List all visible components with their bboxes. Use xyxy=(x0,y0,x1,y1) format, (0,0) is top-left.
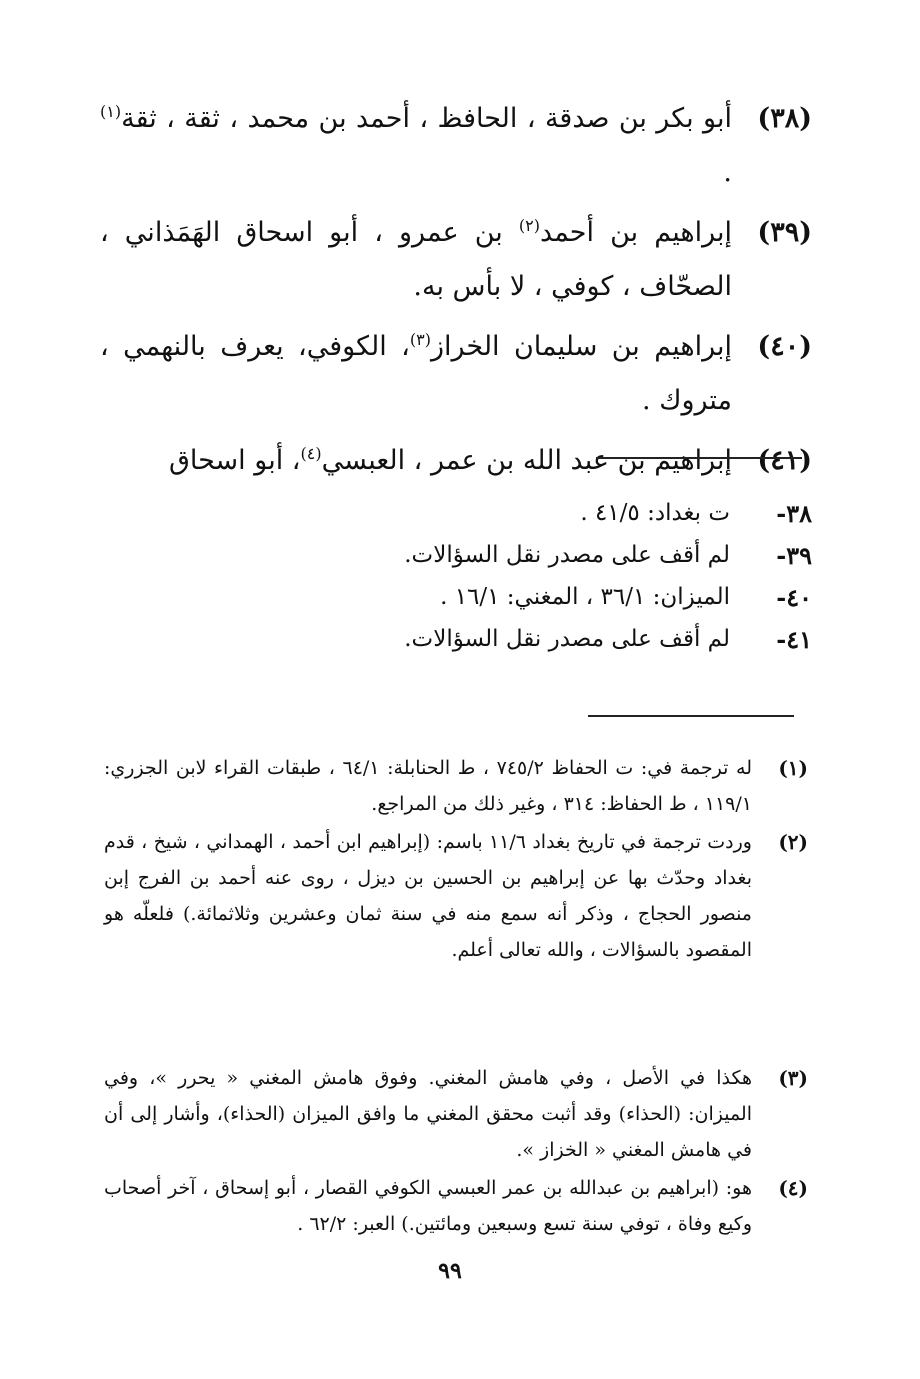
footnote-ref[interactable]: (١) xyxy=(100,102,122,121)
source-text: لم أقف على مصدر نقل السؤالات. xyxy=(404,542,730,568)
entry-39 xyxy=(100,206,812,314)
entry-number: (٣٨) xyxy=(757,103,812,134)
source-number: ٤١- xyxy=(776,624,812,654)
source-note xyxy=(300,492,812,534)
footnote-ref[interactable]: (٤) xyxy=(300,444,322,463)
footnote-1 xyxy=(104,750,808,822)
entry-text xyxy=(100,434,732,488)
footnote-3 xyxy=(104,1060,808,1168)
source-text: الميزان: ٣٦/١ ، المغني: ١٦/١ . xyxy=(440,584,730,610)
entry-text-a: إبراهيم بن أحمد xyxy=(540,217,732,248)
source-note xyxy=(300,576,812,618)
source-number: ٤٠- xyxy=(776,582,812,612)
entry-40 xyxy=(100,320,812,428)
footnote-2 xyxy=(104,824,808,968)
footnote-4 xyxy=(104,1170,808,1242)
entry-number: (٤١) xyxy=(757,445,812,476)
source-number: ٣٩- xyxy=(776,540,812,570)
footnote-number: (٤) xyxy=(778,1176,808,1200)
footnotes-group-2 xyxy=(104,1060,808,1244)
footnote-ref[interactable]: (٣) xyxy=(409,330,431,349)
entry-text-b: بن عمرو ، أبو اسحاق الهَمَذاني ، الصحّاف ، كوفي ، لا بأس به. xyxy=(100,217,732,302)
entry-text-a: إبراهيم بن سليمان الخراز xyxy=(430,331,732,362)
entries-list xyxy=(100,92,812,494)
entry-text-a: إبراهيم بن عبد الله بن عمر ، العبسي xyxy=(321,445,732,476)
entry-text xyxy=(100,92,732,200)
entry-38 xyxy=(100,92,812,200)
entry-number: (٣٩) xyxy=(757,217,812,248)
source-number: ٣٨- xyxy=(776,498,812,528)
footnotes-group-1 xyxy=(104,750,808,970)
page-number: ٩٩ xyxy=(438,1258,462,1284)
entry-text-a: أبو بكر بن صدقة ، الحافظ ، أحمد بن محمد ، ثقة ، ثقة xyxy=(121,103,732,134)
source-text: ت بغداد: ٤١/٥ . xyxy=(580,500,730,526)
entry-text-b: . xyxy=(723,157,732,188)
entry-text xyxy=(100,206,732,314)
footnote-text: له ترجمة في: ت الحفاظ ٧٤٥/٢ ، ط الحنابلة: ٦٤/١ ، طبقات القراء لابن الجزري: ١١٩/١ ، ط الحفاظ: ٣١٤ ، وغير ذلك من المراجع. xyxy=(104,757,753,815)
footnote-text: وردت ترجمة في تاريخ بغداد ١١/٦ باسم: (إبراهيم ابن أحمد ، الهمداني ، شيخ ، قدم بغداد وحدّث بها عن إبراهيم بن الحسين بن ديزل ، روى عنه أحمد بن الفرج إبن منصور الحجاج ، وذكر أنه سمع منه في سنة ثمان وعشرين وثلاثمائة.) فلعلّه هو المقصود بالسؤالات ، والله تعالى أعلم. xyxy=(104,831,752,961)
entry-text xyxy=(100,320,732,428)
footnote-number: (٢) xyxy=(778,830,808,854)
footnote-number: (١) xyxy=(778,756,808,780)
footnote-text: هكذا في الأصل ، وفي هامش المغني. وفوق هامش المغني « يحرر »، وفي الميزان: (الحذاء) وقد أثبت محقق المغني ما وافق الميزان (الحذاء)، وأشار إلى أن في هامش المغني « الخزاز ». xyxy=(104,1067,752,1161)
divider-rule xyxy=(596,457,802,459)
entry-text-b: ، أبو اسحاق xyxy=(168,445,301,476)
footnote-text: هو: (ابراهيم بن عبدالله بن عمر العبسي الكوفي القصار ، أبو إسحاق ، آخر أصحاب وكيع وفاة ، توفي سنة تسع وسبعين ومائتين.) العبر: ٦٢/٢ . xyxy=(104,1177,752,1235)
entry-41 xyxy=(100,434,812,488)
entry-text-b: ، الكوفي، يعرف بالنهمي ، متروك . xyxy=(100,331,732,416)
entry-number: (٤٠) xyxy=(757,331,812,362)
source-note xyxy=(300,534,812,576)
footnote-ref[interactable]: (٢) xyxy=(518,216,541,235)
footnote-number: (٣) xyxy=(778,1066,808,1090)
divider-rule xyxy=(588,715,794,717)
source-notes xyxy=(300,492,812,660)
source-note xyxy=(300,618,812,660)
source-text: لم أقف على مصدر نقل السؤالات. xyxy=(404,626,730,652)
